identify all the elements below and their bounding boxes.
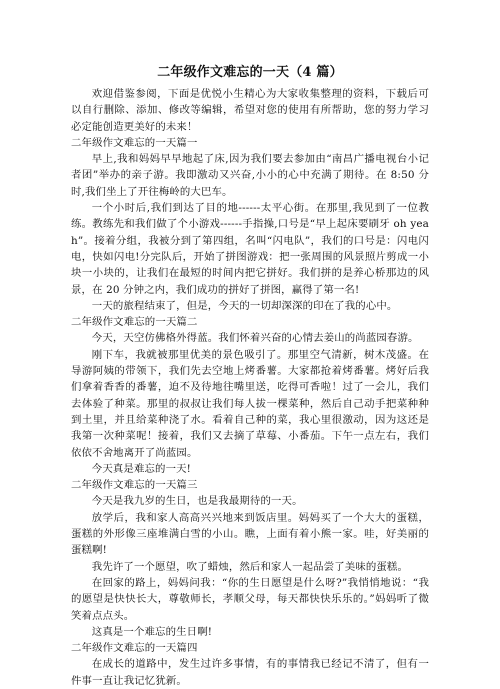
paragraph: 今天是我九岁的生日，也是我最期待的一天。 bbox=[91, 495, 303, 508]
paragraph: 早上,我和妈妈早早地起了床,因为我们要去参加由“南昌广播电视台小记者团”举办的亲子游。我即激动又兴奋,小小的心中充满了期待。在 8:50 分时,我们坐上了开往梅岭的大巴车。 bbox=[71, 153, 429, 198]
paragraph: 今天真是难忘的一天! bbox=[91, 462, 191, 475]
section-heading: 二年级作文难忘的一天篇一 bbox=[71, 136, 198, 149]
paragraph: 放学后，我和家人高高兴兴地来到饭店里。妈妈买了一个大大的蛋糕，蛋糕的外形像三座堆满白雪的小山。瞧，上面有着小熊一家。哇，好美丽的蛋糕啊! bbox=[71, 511, 429, 557]
section-heading: 二年级作文难忘的一天篇三 bbox=[71, 479, 198, 492]
paragraph: 这真是一个难忘的生日啊! bbox=[91, 625, 213, 638]
paragraph: 刚下车，我就被那里优美的景色吸引了。那里空气清新，树木茂盛。在导游阿姨的带领下，我们先去空地上烤番薯。大家都抢着烤番薯。烤好后我们拿着香香的番薯，迫不及待地往嘴里送，吃得可香啦！过了一会儿，我们去体验了种菜。那里的叔叔让我们每人拔一棵菜种，然后自己动手把菜种种到土里，并且给菜种浇了水。看着自己种的菜，我心里很激动，因为这还是我第一次种菜呢！接着，我们又去摘了草莓、小番茄。下午一点左右，我们依依不舍地离开了尚蓝园。 bbox=[71, 348, 429, 459]
document-body bbox=[71, 86, 429, 689]
paragraph: 在回家的路上，妈妈问我：“你的生日愿望是什么呀?”我悄悄地说：“我的愿望是快快长大，尊敬师长，孝顺父母，每天都快快乐乐的。”妈妈听了微笑着点点头。 bbox=[71, 576, 429, 622]
document-title: 二年级作文难忘的一天（4 篇） bbox=[157, 65, 343, 80]
paragraph: 今天，天空仿佛格外得蓝。我们怀着兴奋的心情去姜山的尚蓝园春游。 bbox=[91, 332, 419, 345]
paragraph: 在成长的道路中，发生过许多事情，有的事情我已经记不清了，但有一件事一直让我记忆犹新。 bbox=[71, 658, 429, 687]
paragraph: 我先许了一个愿望，吹了蜡烛，然后和家人一起品尝了美味的蛋糕。 bbox=[91, 560, 409, 573]
section-heading: 二年级作文难忘的一天篇四 bbox=[71, 642, 198, 655]
paragraph: 欢迎借鉴参阅，下面是优悦小生精心为大家收集整理的资料，下载后可以自行删除、添加、修改等编辑，希望对您的使用有所帮助，您的努力学习必定能创造更美好的未来！ bbox=[71, 88, 429, 133]
paragraph: 一个小时后,我们到达了目的地------太平心街。在那里,我见到了一位教练。教练先和我们做了个小游戏------手指操,口号是“早上起床要刷牙 oh yeah”。接着分组，我被分到了第四组，名叫“闪电队”，我们的口号是：闪电闪电，快如闪电!分完队后，开始了拼图游戏：把一张周围的风景照片剪成一小块一小块的，让我们在最短的时间内把它拼好。我们拼的是养心桥那边的风景，在 20 分钟之内，我们成功的拼好了拼图，赢得了第一名! bbox=[71, 202, 429, 296]
section-heading: 二年级作文难忘的一天篇二 bbox=[71, 316, 198, 329]
paragraph: 一天的旅程结束了，但是，今天的一切却深深的印在了我的心中。 bbox=[91, 299, 398, 312]
